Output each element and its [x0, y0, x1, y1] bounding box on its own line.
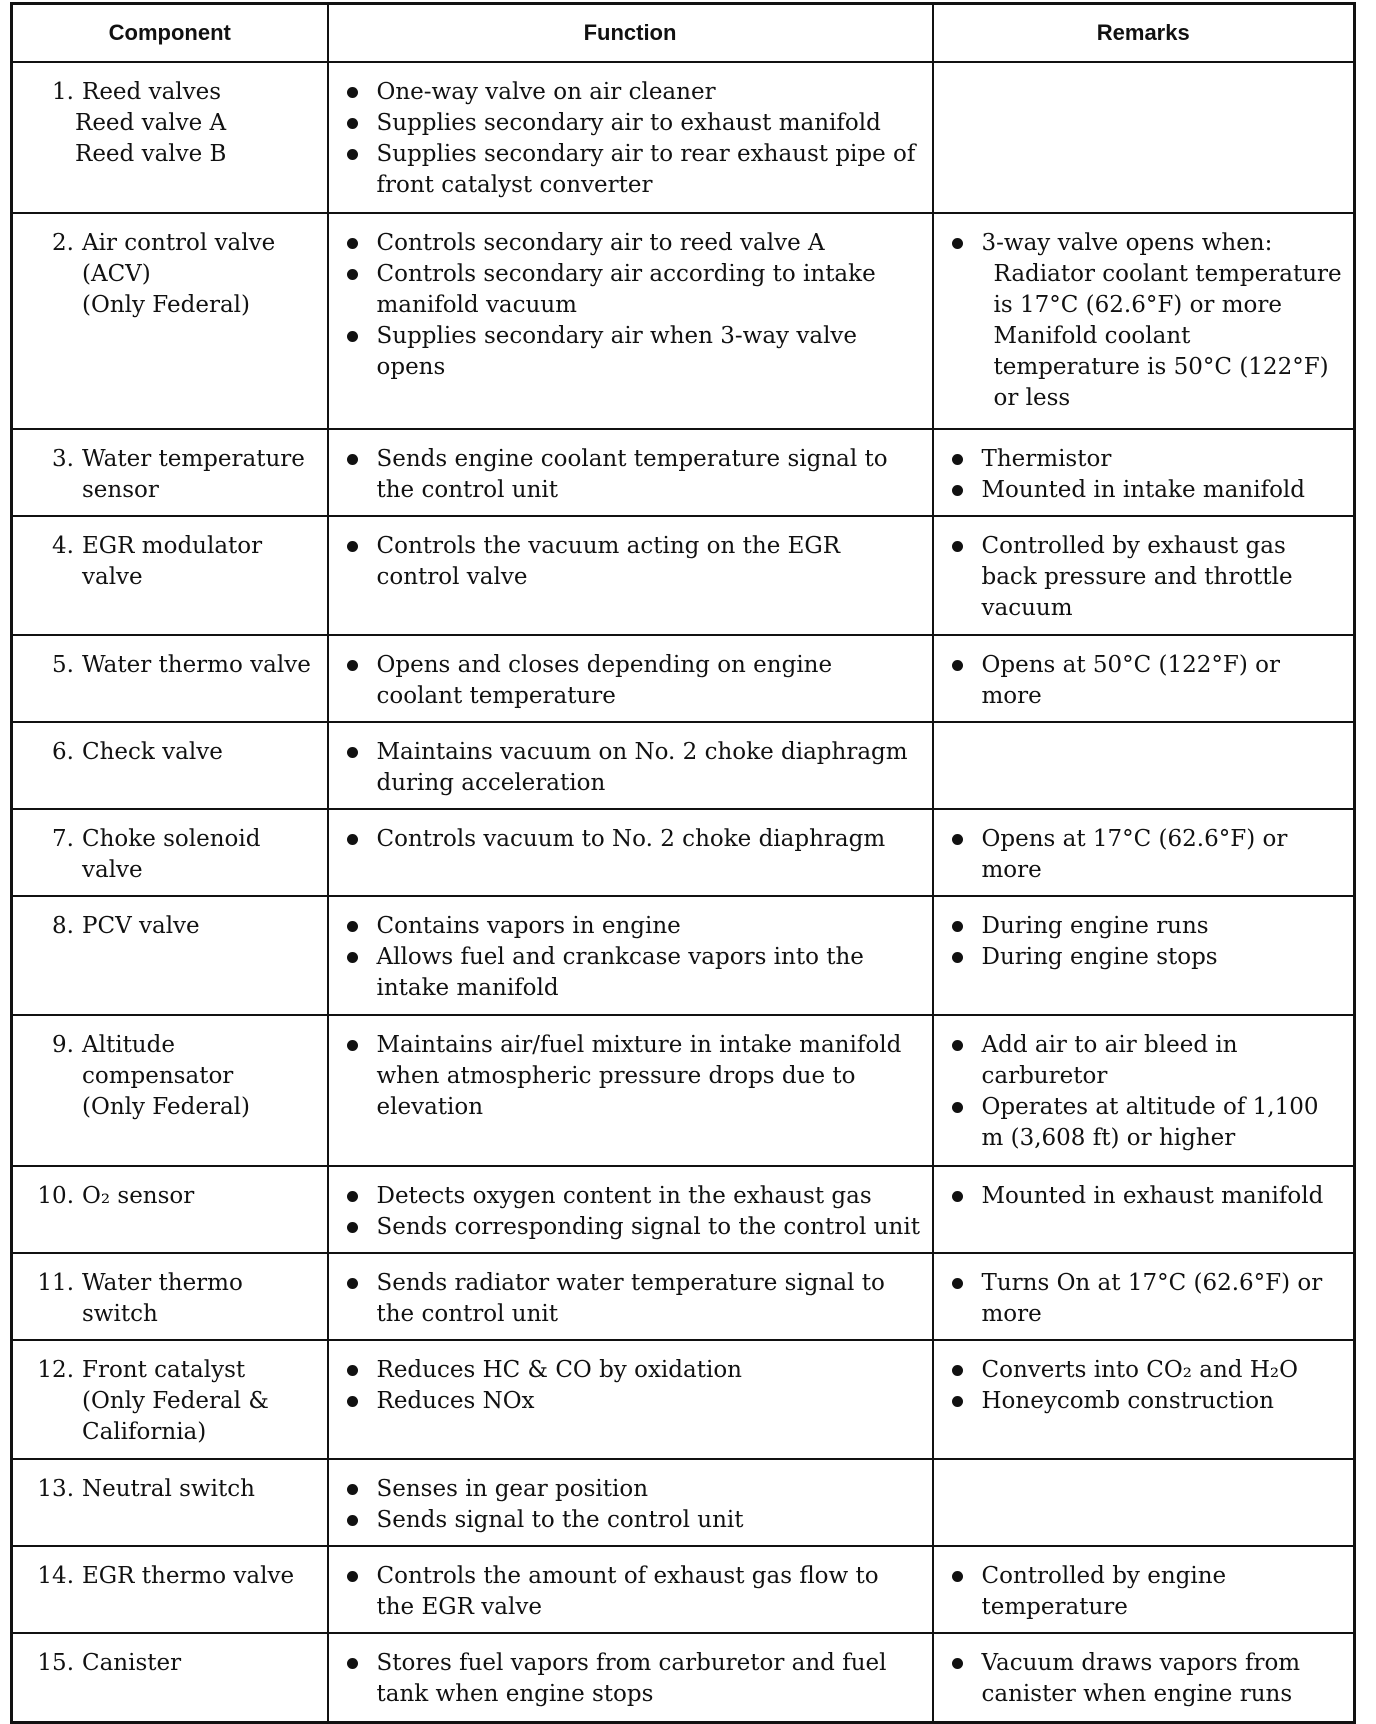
function-item: Controls the vacuum acting on the EGR control valve — [343, 531, 922, 593]
component-entry — [27, 531, 317, 593]
remarks-cell — [933, 62, 1355, 213]
function-item: Senses in gear position — [343, 1474, 922, 1505]
component-name: EGR thermo valve — [82, 1563, 295, 1590]
function-item: Maintains air/fuel mixture in intake manifold when atmospheric pressure drops due to elevation — [343, 1030, 922, 1123]
component-entry — [27, 1474, 317, 1505]
component-entry — [27, 1561, 317, 1592]
table-row — [12, 1546, 1355, 1633]
table-row — [12, 213, 1355, 428]
function-item: Sends signal to the control unit — [343, 1505, 922, 1536]
component-name: Water temperature sensor — [82, 445, 305, 503]
function-list — [343, 1030, 922, 1123]
function-list — [343, 77, 922, 201]
function-list — [343, 1181, 922, 1243]
remark-item: Add air to air bleed in carburetor — [948, 1030, 1344, 1092]
remarks-cell — [933, 429, 1355, 516]
remark-item: Controlled by exhaust gas back pressure and throttle vacuum — [948, 531, 1344, 624]
component-name: Altitude compensator (Only Federal) — [82, 1031, 250, 1120]
remark-item: Converts into CO₂ and H₂O — [948, 1355, 1344, 1386]
component-cell — [12, 1253, 328, 1340]
remarks-list — [948, 1181, 1344, 1212]
remarks-list — [948, 650, 1344, 712]
remarks-cell — [933, 722, 1355, 809]
remark-item: Thermistor — [948, 444, 1344, 475]
remark-item: During engine runs — [948, 911, 1344, 942]
component-entry — [27, 1181, 317, 1212]
component-name: O₂ sensor — [82, 1183, 195, 1210]
function-item: Maintains vacuum on No. 2 choke diaphragm during acceleration — [343, 737, 922, 799]
remarks-cell — [933, 1459, 1355, 1546]
function-cell — [328, 1633, 933, 1722]
remark-item: Controlled by engine temperature — [948, 1561, 1344, 1623]
item-number: 11. — [37, 1270, 74, 1297]
header-component: Component — [12, 4, 328, 63]
function-list — [343, 824, 922, 855]
component-name: Water thermo valve — [82, 651, 311, 678]
table-row — [12, 1340, 1355, 1459]
component-name: Canister — [82, 1650, 182, 1677]
remark-item: Mounted in intake manifold — [948, 475, 1344, 506]
function-item: Controls vacuum to No. 2 choke diaphragm — [343, 824, 922, 855]
component-cell — [12, 1633, 328, 1722]
remark-item: 3-way valve opens when: — [948, 228, 1344, 259]
item-number: 3. — [52, 445, 74, 472]
component-entry — [27, 444, 317, 506]
function-cell — [328, 1459, 933, 1546]
function-item: Sends corresponding signal to the control unit — [343, 1212, 922, 1243]
table-row — [12, 1166, 1355, 1253]
component-entry — [27, 1030, 317, 1123]
remarks-cell — [933, 1546, 1355, 1633]
remark-item: Vacuum draws vapors from canister when engine runs — [948, 1648, 1344, 1710]
header-remarks: Remarks — [933, 4, 1355, 63]
table-row — [12, 1633, 1355, 1722]
component-name: EGR modulator valve — [82, 532, 263, 590]
function-list — [343, 1355, 922, 1417]
header-function: Function — [328, 4, 933, 63]
function-item: Controls secondary air to reed valve A — [343, 228, 922, 259]
remark-detail: Manifold coolant temperature is 50°C (122°F) or less — [993, 323, 1329, 412]
remarks-cell — [933, 809, 1355, 896]
remarks-list — [948, 1355, 1344, 1417]
remarks-list — [948, 228, 1344, 259]
function-list — [343, 737, 922, 799]
component-name: Neutral switch — [82, 1476, 255, 1503]
remarks-cell — [933, 896, 1355, 1015]
function-item: Contains vapors in engine — [343, 911, 922, 942]
remark-detail: Radiator coolant temperature is 17°C (62.6°F) or more — [993, 261, 1342, 319]
remarks-cell — [933, 516, 1355, 635]
header-row — [12, 4, 1355, 63]
remark-item: Honeycomb construction — [948, 1386, 1344, 1417]
function-item: Reduces NOx — [343, 1386, 922, 1417]
function-list — [343, 1474, 922, 1536]
component-name: PCV valve — [82, 912, 200, 939]
component-cell — [12, 516, 328, 635]
function-cell — [328, 1166, 933, 1253]
function-cell — [328, 62, 933, 213]
component-entry — [27, 911, 317, 942]
component-cell — [12, 429, 328, 516]
function-cell — [328, 1253, 933, 1340]
component-entry — [27, 1268, 317, 1330]
function-item: Supplies secondary air when 3-way valve opens — [343, 321, 922, 383]
function-cell — [328, 1546, 933, 1633]
component-name: Choke solenoid valve — [82, 825, 261, 883]
component-name: Air control valve (ACV) (Only Federal) — [82, 230, 276, 319]
item-number: 8. — [52, 912, 74, 939]
item-number: 14. — [37, 1563, 74, 1590]
component-cell — [12, 896, 328, 1015]
table-row — [12, 809, 1355, 896]
component-cell — [12, 1015, 328, 1166]
component-cell — [12, 1166, 328, 1253]
remarks-list — [948, 1648, 1344, 1710]
function-cell — [328, 516, 933, 635]
remark-item: Turns On at 17°C (62.6°F) or more — [948, 1268, 1344, 1330]
table-row — [12, 1253, 1355, 1340]
component-name: Water thermo switch — [82, 1270, 243, 1328]
remarks-cell — [933, 1633, 1355, 1722]
function-cell — [328, 1015, 933, 1166]
function-cell — [328, 213, 933, 428]
function-list — [343, 1561, 922, 1623]
function-item: Opens and closes depending on engine coolant temperature — [343, 650, 922, 712]
component-entry — [27, 1648, 317, 1679]
component-cell — [12, 635, 328, 722]
function-list — [343, 228, 922, 383]
function-cell — [328, 1340, 933, 1459]
function-item: Controls secondary air according to intake manifold vacuum — [343, 259, 922, 321]
function-item: Supplies secondary air to rear exhaust pipe of front catalyst converter — [343, 139, 922, 201]
item-number: 5. — [52, 651, 74, 678]
subcomponent-name: Reed valve B — [75, 141, 227, 167]
table-row — [12, 516, 1355, 635]
remark-item: Operates at altitude of 1,100 m (3,608 ft) or higher — [948, 1092, 1344, 1154]
table-row — [12, 62, 1355, 213]
function-cell — [328, 809, 933, 896]
function-list — [343, 531, 922, 593]
component-entry — [27, 737, 317, 768]
component-name: Reed valves — [82, 79, 222, 105]
component-entry — [27, 650, 317, 681]
component-cell — [12, 1459, 328, 1546]
remarks-cell — [933, 1253, 1355, 1340]
function-list — [343, 911, 922, 1004]
function-cell — [328, 429, 933, 516]
function-item: Supplies secondary air to exhaust manifold — [343, 108, 922, 139]
table-row — [12, 635, 1355, 722]
remarks-list — [948, 1030, 1344, 1154]
function-item: Detects oxygen content in the exhaust gas — [343, 1181, 922, 1212]
item-number: 2. — [52, 230, 74, 257]
function-item: One-way valve on air cleaner — [343, 77, 922, 108]
component-entry — [27, 77, 317, 108]
function-list — [343, 650, 922, 712]
table-body — [12, 62, 1355, 1723]
remarks-list — [948, 1268, 1344, 1330]
function-item: Controls the amount of exhaust gas flow to the EGR valve — [343, 1561, 922, 1623]
remarks-cell — [933, 635, 1355, 722]
remarks-list — [948, 531, 1344, 624]
remarks-list — [948, 1561, 1344, 1623]
function-list — [343, 1268, 922, 1330]
function-cell — [328, 896, 933, 1015]
function-list — [343, 444, 922, 506]
function-item: Reduces HC & CO by oxidation — [343, 1355, 922, 1386]
remark-item: Opens at 17°C (62.6°F) or more — [948, 824, 1344, 886]
remarks-cell — [933, 1340, 1355, 1459]
table-row — [12, 429, 1355, 516]
component-cell — [12, 62, 328, 213]
component-entry — [27, 228, 317, 321]
item-number: 12. — [37, 1357, 74, 1384]
item-number: 10. — [37, 1183, 74, 1210]
subcomponent-name: Reed valve A — [75, 110, 227, 136]
remarks-list — [948, 824, 1344, 886]
item-number: 7. — [52, 825, 74, 852]
table-row — [12, 722, 1355, 809]
component-cell — [12, 722, 328, 809]
remarks-cell — [933, 1166, 1355, 1253]
item-number: 1. — [52, 79, 74, 105]
function-list — [343, 1648, 922, 1710]
component-cell — [12, 213, 328, 428]
item-number: 13. — [37, 1476, 74, 1503]
remarks-cell — [933, 213, 1355, 428]
component-cell — [12, 1546, 328, 1633]
remarks-list — [948, 444, 1344, 506]
function-item: Sends radiator water temperature signal to the control unit — [343, 1268, 922, 1330]
item-number: 6. — [52, 738, 74, 765]
table-row — [12, 1015, 1355, 1166]
remark-item: Opens at 50°C (122°F) or more — [948, 650, 1344, 712]
component-name: Front catalyst (Only Federal & California) — [82, 1357, 269, 1446]
remarks-list — [948, 911, 1344, 973]
component-entry — [27, 824, 317, 886]
function-cell — [328, 722, 933, 809]
item-number: 9. — [52, 1031, 74, 1058]
item-number: 15. — [37, 1650, 74, 1677]
remark-item: During engine stops — [948, 942, 1344, 973]
component-cell — [12, 809, 328, 896]
function-item: Stores fuel vapors from carburetor and fuel tank when engine stops — [343, 1648, 922, 1710]
component-cell — [12, 1340, 328, 1459]
remarks-cell — [933, 1015, 1355, 1166]
function-cell — [328, 635, 933, 722]
component-table — [10, 2, 1356, 1724]
component-entry — [27, 1355, 317, 1448]
item-number: 4. — [52, 532, 74, 559]
function-item: Allows fuel and crankcase vapors into the intake manifold — [343, 942, 922, 1004]
function-item: Sends engine coolant temperature signal to the control unit — [343, 444, 922, 506]
component-name: Check valve — [82, 738, 223, 765]
remark-item: Mounted in exhaust manifold — [948, 1181, 1344, 1212]
table-row — [12, 896, 1355, 1015]
table-row — [12, 1459, 1355, 1546]
